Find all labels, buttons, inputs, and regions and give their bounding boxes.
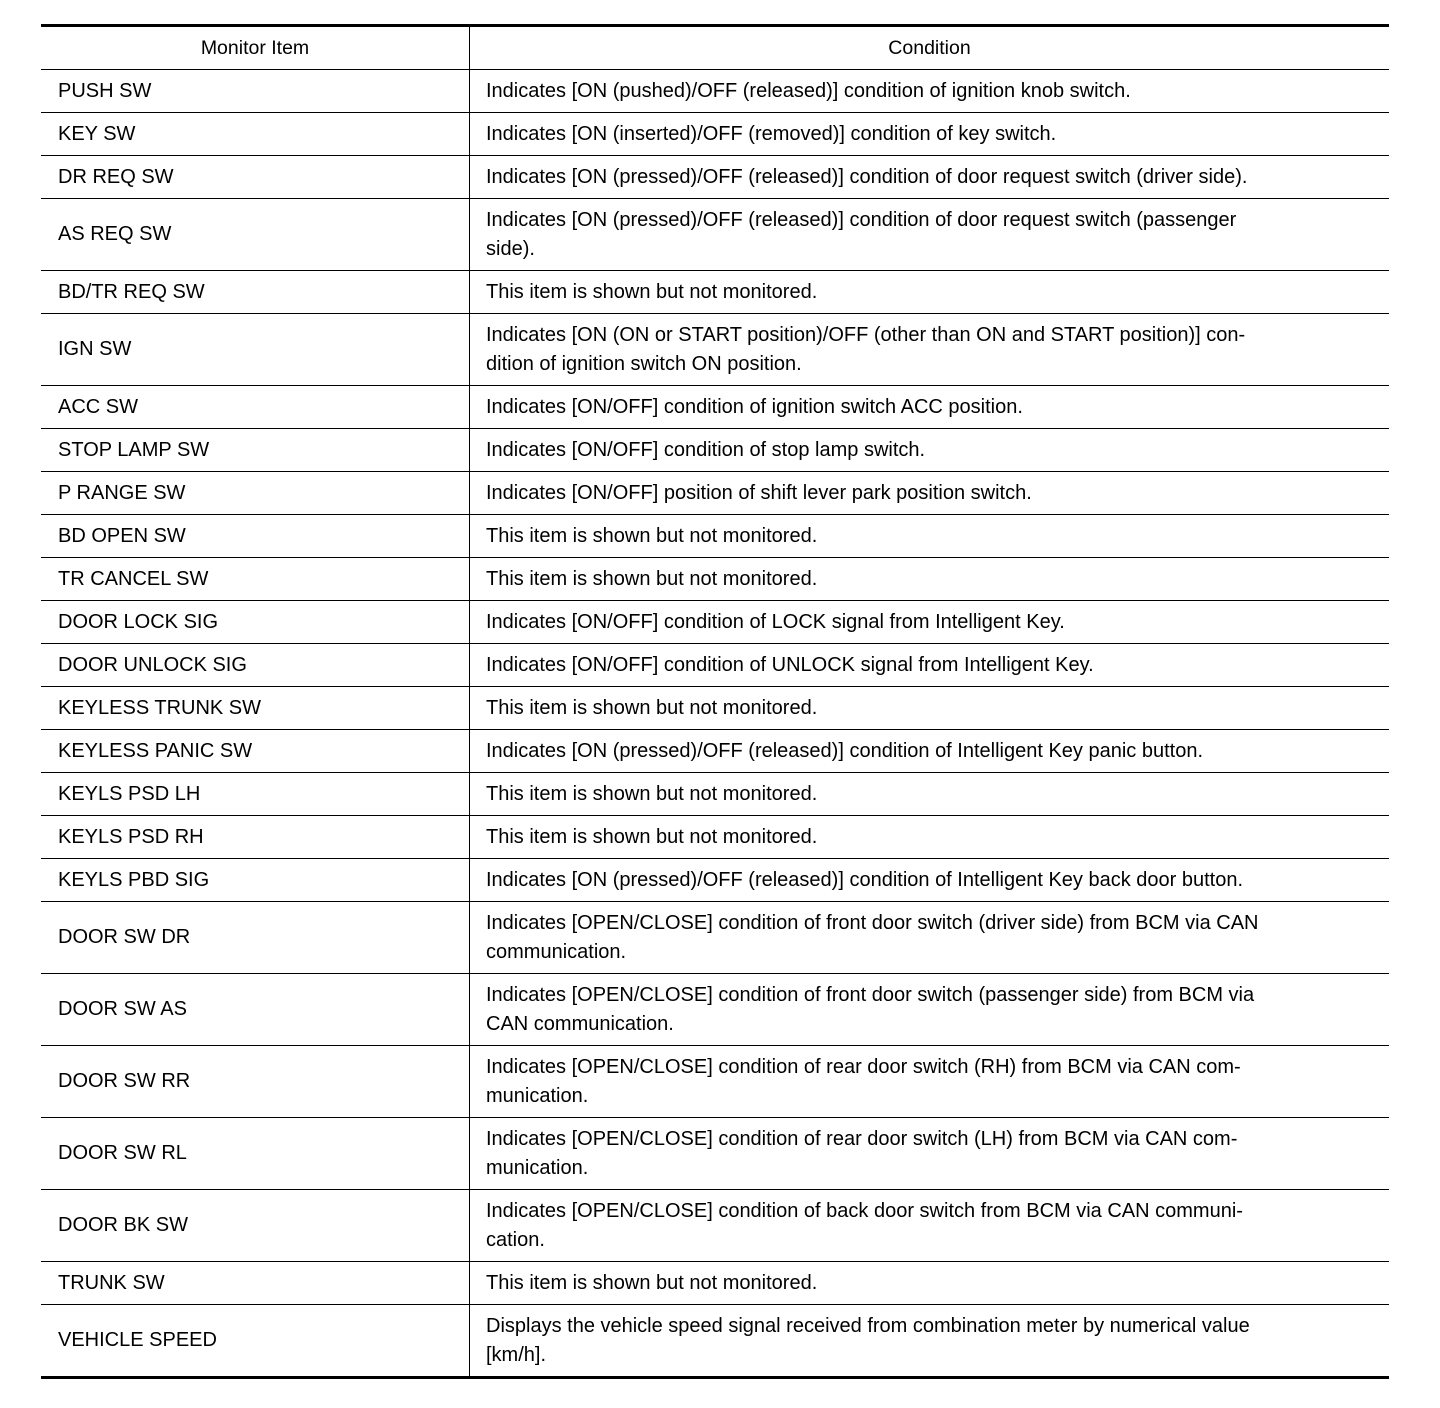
condition-line: Indicates [ON (pressed)/OFF (released)] condition of Intelligent Key back door button.: [486, 868, 1244, 891]
table-row: [41, 271, 1389, 314]
monitor-item-cell: DR REQ SW: [41, 156, 470, 199]
condition-line: Indicates [ON/OFF] position of shift lever park position switch.: [486, 481, 1032, 504]
monitor-item-cell: BD OPEN SW: [41, 515, 470, 558]
table-row: [41, 70, 1389, 113]
monitor-item-cell: DOOR SW AS: [41, 974, 470, 1046]
condition-line: cation.: [486, 1228, 545, 1251]
condition-cell: [470, 271, 1390, 314]
monitor-item-cell: KEYLS PSD LH: [41, 773, 470, 816]
condition-line: side).: [486, 237, 535, 260]
table-row: [41, 687, 1389, 730]
table-row: [41, 974, 1389, 1046]
table-body: [41, 70, 1389, 1378]
condition-line: munication.: [486, 1156, 589, 1179]
condition-cell: [470, 558, 1390, 601]
condition-cell: [470, 859, 1390, 902]
condition-line: communication.: [486, 940, 627, 963]
condition-line: Indicates [ON/OFF] condition of stop lamp switch.: [486, 438, 926, 461]
condition-cell: [470, 472, 1390, 515]
table-row: [41, 515, 1389, 558]
table-row: [41, 816, 1389, 859]
condition-line: Indicates [ON (ON or START position)/OFF (other than ON and START position)] con-: [486, 323, 1246, 346]
condition-cell: [470, 816, 1390, 859]
condition-line: Indicates [ON (pressed)/OFF (released)] condition of Intelligent Key panic button.: [486, 739, 1204, 762]
condition-line: Indicates [ON (pressed)/OFF (released)] condition of door request switch (driver side).: [486, 165, 1248, 188]
condition-cell: [470, 1305, 1390, 1378]
table-row: [41, 429, 1389, 472]
condition-cell: [470, 974, 1390, 1046]
monitor-item-cell: KEYLS PBD SIG: [41, 859, 470, 902]
table-row: [41, 472, 1389, 515]
condition-cell: [470, 773, 1390, 816]
condition-line: Indicates [ON (pressed)/OFF (released)] condition of door request switch (passenger: [486, 208, 1237, 231]
monitor-item-cell: DOOR SW RL: [41, 1118, 470, 1190]
table-row: [41, 113, 1389, 156]
monitor-item-cell: ACC SW: [41, 386, 470, 429]
condition-cell: [470, 1118, 1390, 1190]
condition-line: CAN communication.: [486, 1012, 674, 1035]
condition-line: Indicates [OPEN/CLOSE] condition of front door switch (passenger side) from BCM via: [486, 983, 1255, 1006]
condition-cell: [470, 199, 1390, 271]
condition-line: This item is shown but not monitored.: [486, 280, 818, 303]
monitor-item-cell: IGN SW: [41, 314, 470, 386]
monitor-item-cell: DOOR BK SW: [41, 1190, 470, 1262]
condition-cell: [470, 156, 1390, 199]
monitor-item-cell: KEYLS PSD RH: [41, 816, 470, 859]
condition-cell: [470, 1262, 1390, 1305]
monitor-item-cell: AS REQ SW: [41, 199, 470, 271]
monitor-item-cell: STOP LAMP SW: [41, 429, 470, 472]
monitor-item-cell: DOOR LOCK SIG: [41, 601, 470, 644]
table-row: [41, 644, 1389, 687]
condition-line: Indicates [OPEN/CLOSE] condition of back door switch from BCM via CAN communi-: [486, 1199, 1243, 1222]
monitor-item-cell: TRUNK SW: [41, 1262, 470, 1305]
table-row: [41, 558, 1389, 601]
table-header-row: [41, 26, 1389, 70]
condition-line: This item is shown but not monitored.: [486, 696, 818, 719]
condition-line: This item is shown but not monitored.: [486, 524, 818, 547]
table-row: [41, 773, 1389, 816]
condition-cell: [470, 70, 1390, 113]
condition-line: munication.: [486, 1084, 589, 1107]
condition-line: This item is shown but not monitored.: [486, 782, 818, 805]
table-row: [41, 1305, 1389, 1378]
monitor-item-cell: KEYLESS PANIC SW: [41, 730, 470, 773]
condition-line: dition of ignition switch ON position.: [486, 352, 802, 375]
table-row: [41, 1118, 1389, 1190]
table-row: [41, 902, 1389, 974]
monitor-item-cell: KEY SW: [41, 113, 470, 156]
table-row: [41, 156, 1389, 199]
table-row: [41, 1190, 1389, 1262]
condition-cell: [470, 515, 1390, 558]
condition-line: Indicates [ON/OFF] condition of LOCK signal from Intelligent Key.: [486, 610, 1065, 633]
table-row: [41, 730, 1389, 773]
monitor-item-cell: P RANGE SW: [41, 472, 470, 515]
table-row: [41, 1262, 1389, 1305]
condition-line: Indicates [ON (pushed)/OFF (released)] condition of ignition knob switch.: [486, 79, 1131, 102]
condition-line: Displays the vehicle speed signal received from combination meter by numerical value: [486, 1314, 1250, 1337]
table-row: [41, 314, 1389, 386]
monitor-item-cell: DOOR SW RR: [41, 1046, 470, 1118]
monitor-item-table: [41, 24, 1389, 1379]
monitor-item-cell: DOOR UNLOCK SIG: [41, 644, 470, 687]
condition-cell: [470, 429, 1390, 472]
monitor-item-cell: BD/TR REQ SW: [41, 271, 470, 314]
table-row: [41, 386, 1389, 429]
condition-line: Indicates [OPEN/CLOSE] condition of front door switch (driver side) from BCM via CAN: [486, 911, 1259, 934]
condition-line: Indicates [ON/OFF] condition of UNLOCK signal from Intelligent Key.: [486, 653, 1094, 676]
condition-cell: [470, 902, 1390, 974]
table-row: [41, 601, 1389, 644]
condition-line: Indicates [OPEN/CLOSE] condition of rear door switch (LH) from BCM via CAN com-: [486, 1127, 1238, 1150]
condition-cell: [470, 644, 1390, 687]
monitor-item-cell: KEYLESS TRUNK SW: [41, 687, 470, 730]
condition-cell: [470, 601, 1390, 644]
condition-cell: [470, 1190, 1390, 1262]
condition-cell: [470, 730, 1390, 773]
condition-cell: [470, 1046, 1390, 1118]
condition-line: This item is shown but not monitored.: [486, 825, 818, 848]
monitor-item-cell: PUSH SW: [41, 70, 470, 113]
table-row: [41, 1046, 1389, 1118]
condition-line: This item is shown but not monitored.: [486, 567, 818, 590]
condition-line: Indicates [OPEN/CLOSE] condition of rear door switch (RH) from BCM via CAN com-: [486, 1055, 1241, 1078]
condition-cell: [470, 687, 1390, 730]
monitor-item-cell: DOOR SW DR: [41, 902, 470, 974]
condition-line: Indicates [ON (inserted)/OFF (removed)] condition of key switch.: [486, 122, 1057, 145]
condition-line: This item is shown but not monitored.: [486, 1271, 818, 1294]
header-monitor-item: Monitor Item: [41, 26, 470, 70]
condition-cell: [470, 386, 1390, 429]
condition-line: Indicates [ON/OFF] condition of ignition switch ACC position.: [486, 395, 1023, 418]
table-row: [41, 199, 1389, 271]
monitor-item-cell: TR CANCEL SW: [41, 558, 470, 601]
table-row: [41, 859, 1389, 902]
monitor-item-cell: VEHICLE SPEED: [41, 1305, 470, 1378]
condition-cell: [470, 113, 1390, 156]
header-condition: Condition: [470, 26, 1390, 70]
condition-cell: [470, 314, 1390, 386]
condition-line: [km/h].: [486, 1343, 547, 1366]
